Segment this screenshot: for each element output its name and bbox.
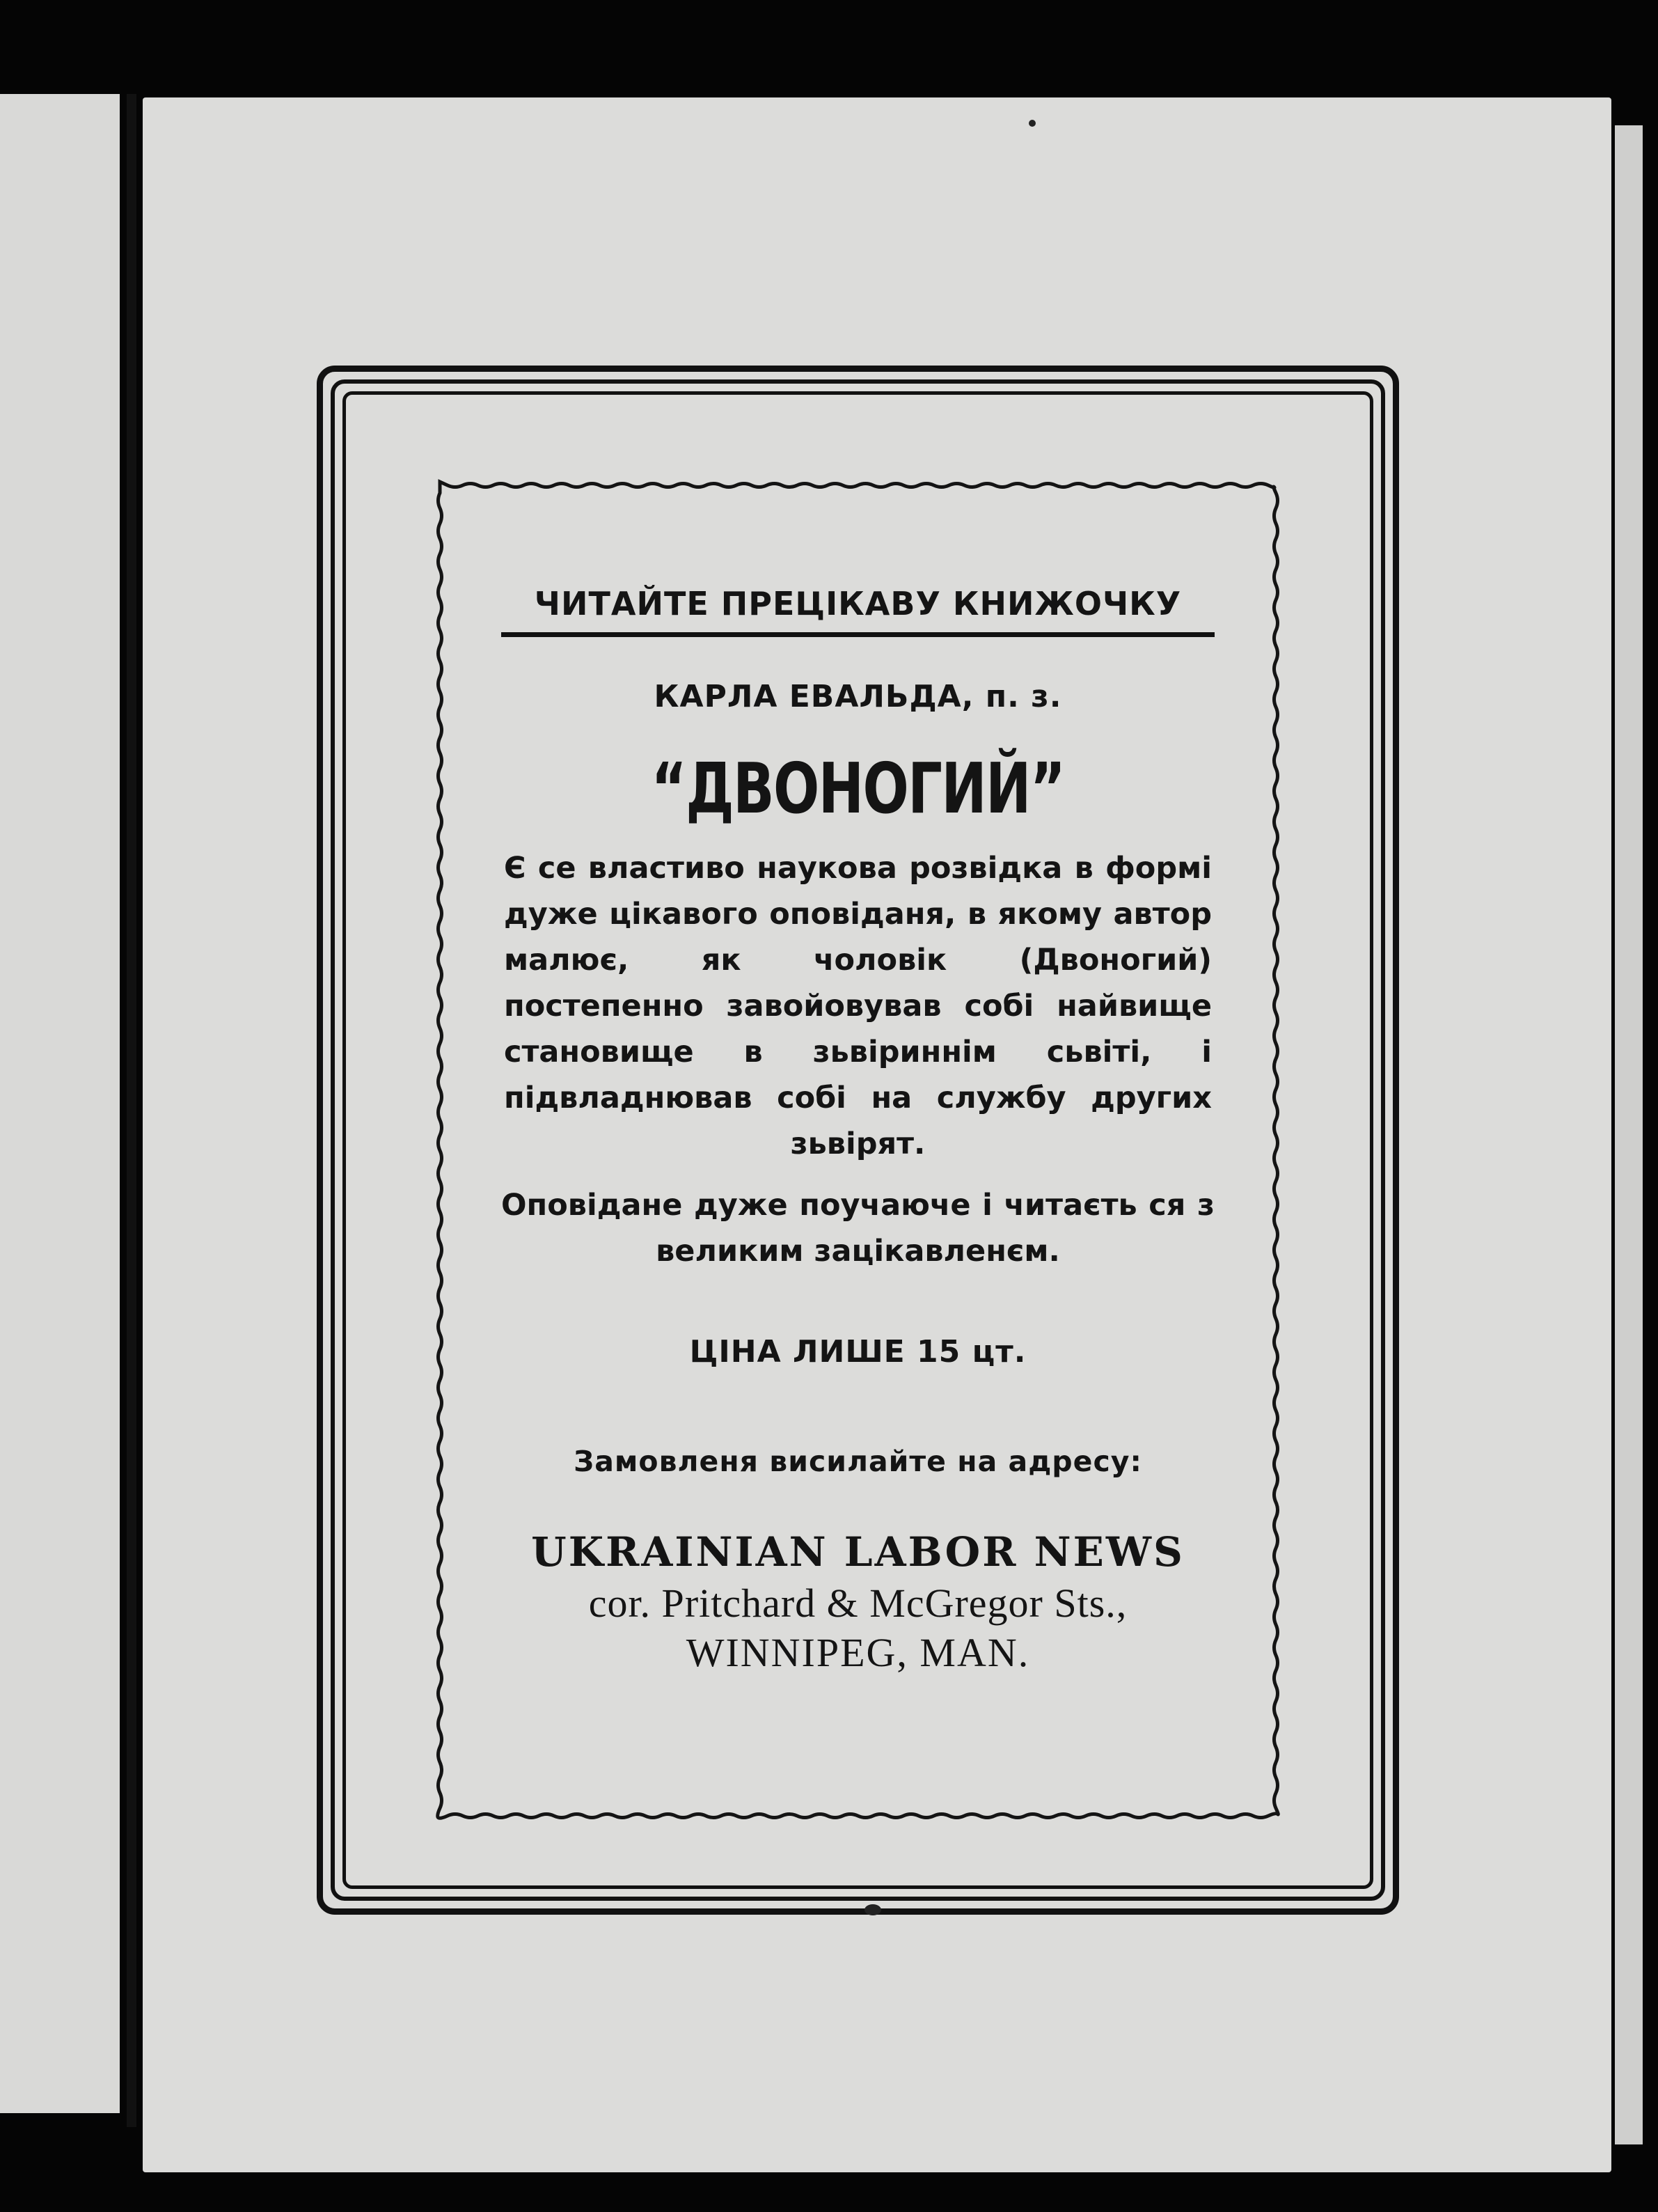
order-instruction: Замовленя висилайте на адресу: xyxy=(574,1445,1142,1478)
advertisement-body xyxy=(501,585,1215,1676)
book-note: Оповідане дуже поучаюче і читаєть ся з великим зацікавленєм. xyxy=(501,1188,1215,1269)
binding-gutter xyxy=(127,94,136,2127)
book-description: Є се властиво наукова розвідка в формі дуже цікавого оповіданя, в якому автор малює, як чоловік (Двоногий) постепенно завойовував собі найвище становище в зьвіриннім сьвіті, і підвладнював собі на службу других зьвірят. xyxy=(504,851,1212,1161)
dust-speck xyxy=(864,1904,881,1915)
book-title: “ДВОНОГИЙ” xyxy=(651,748,1065,829)
publisher-address: cor. Pritchard & McGregor Sts., xyxy=(588,1580,1128,1626)
author-line: КАРЛА ЕВАЛЬДА, п. з. xyxy=(654,679,1062,714)
dust-speck xyxy=(1029,120,1036,127)
headline: ЧИТАЙТЕ ПРЕЦІКАВУ КНИЖОЧКУ xyxy=(501,585,1215,637)
publisher-city: WINNIPEG, MAN. xyxy=(686,1630,1030,1675)
publisher-name: UKRAINIAN LABOR NEWS xyxy=(531,1528,1185,1576)
page-right-edge xyxy=(1615,125,1643,2144)
price-line: ЦІНА ЛИШЕ 15 цт. xyxy=(689,1334,1027,1370)
adjacent-page-edge xyxy=(0,94,120,2113)
